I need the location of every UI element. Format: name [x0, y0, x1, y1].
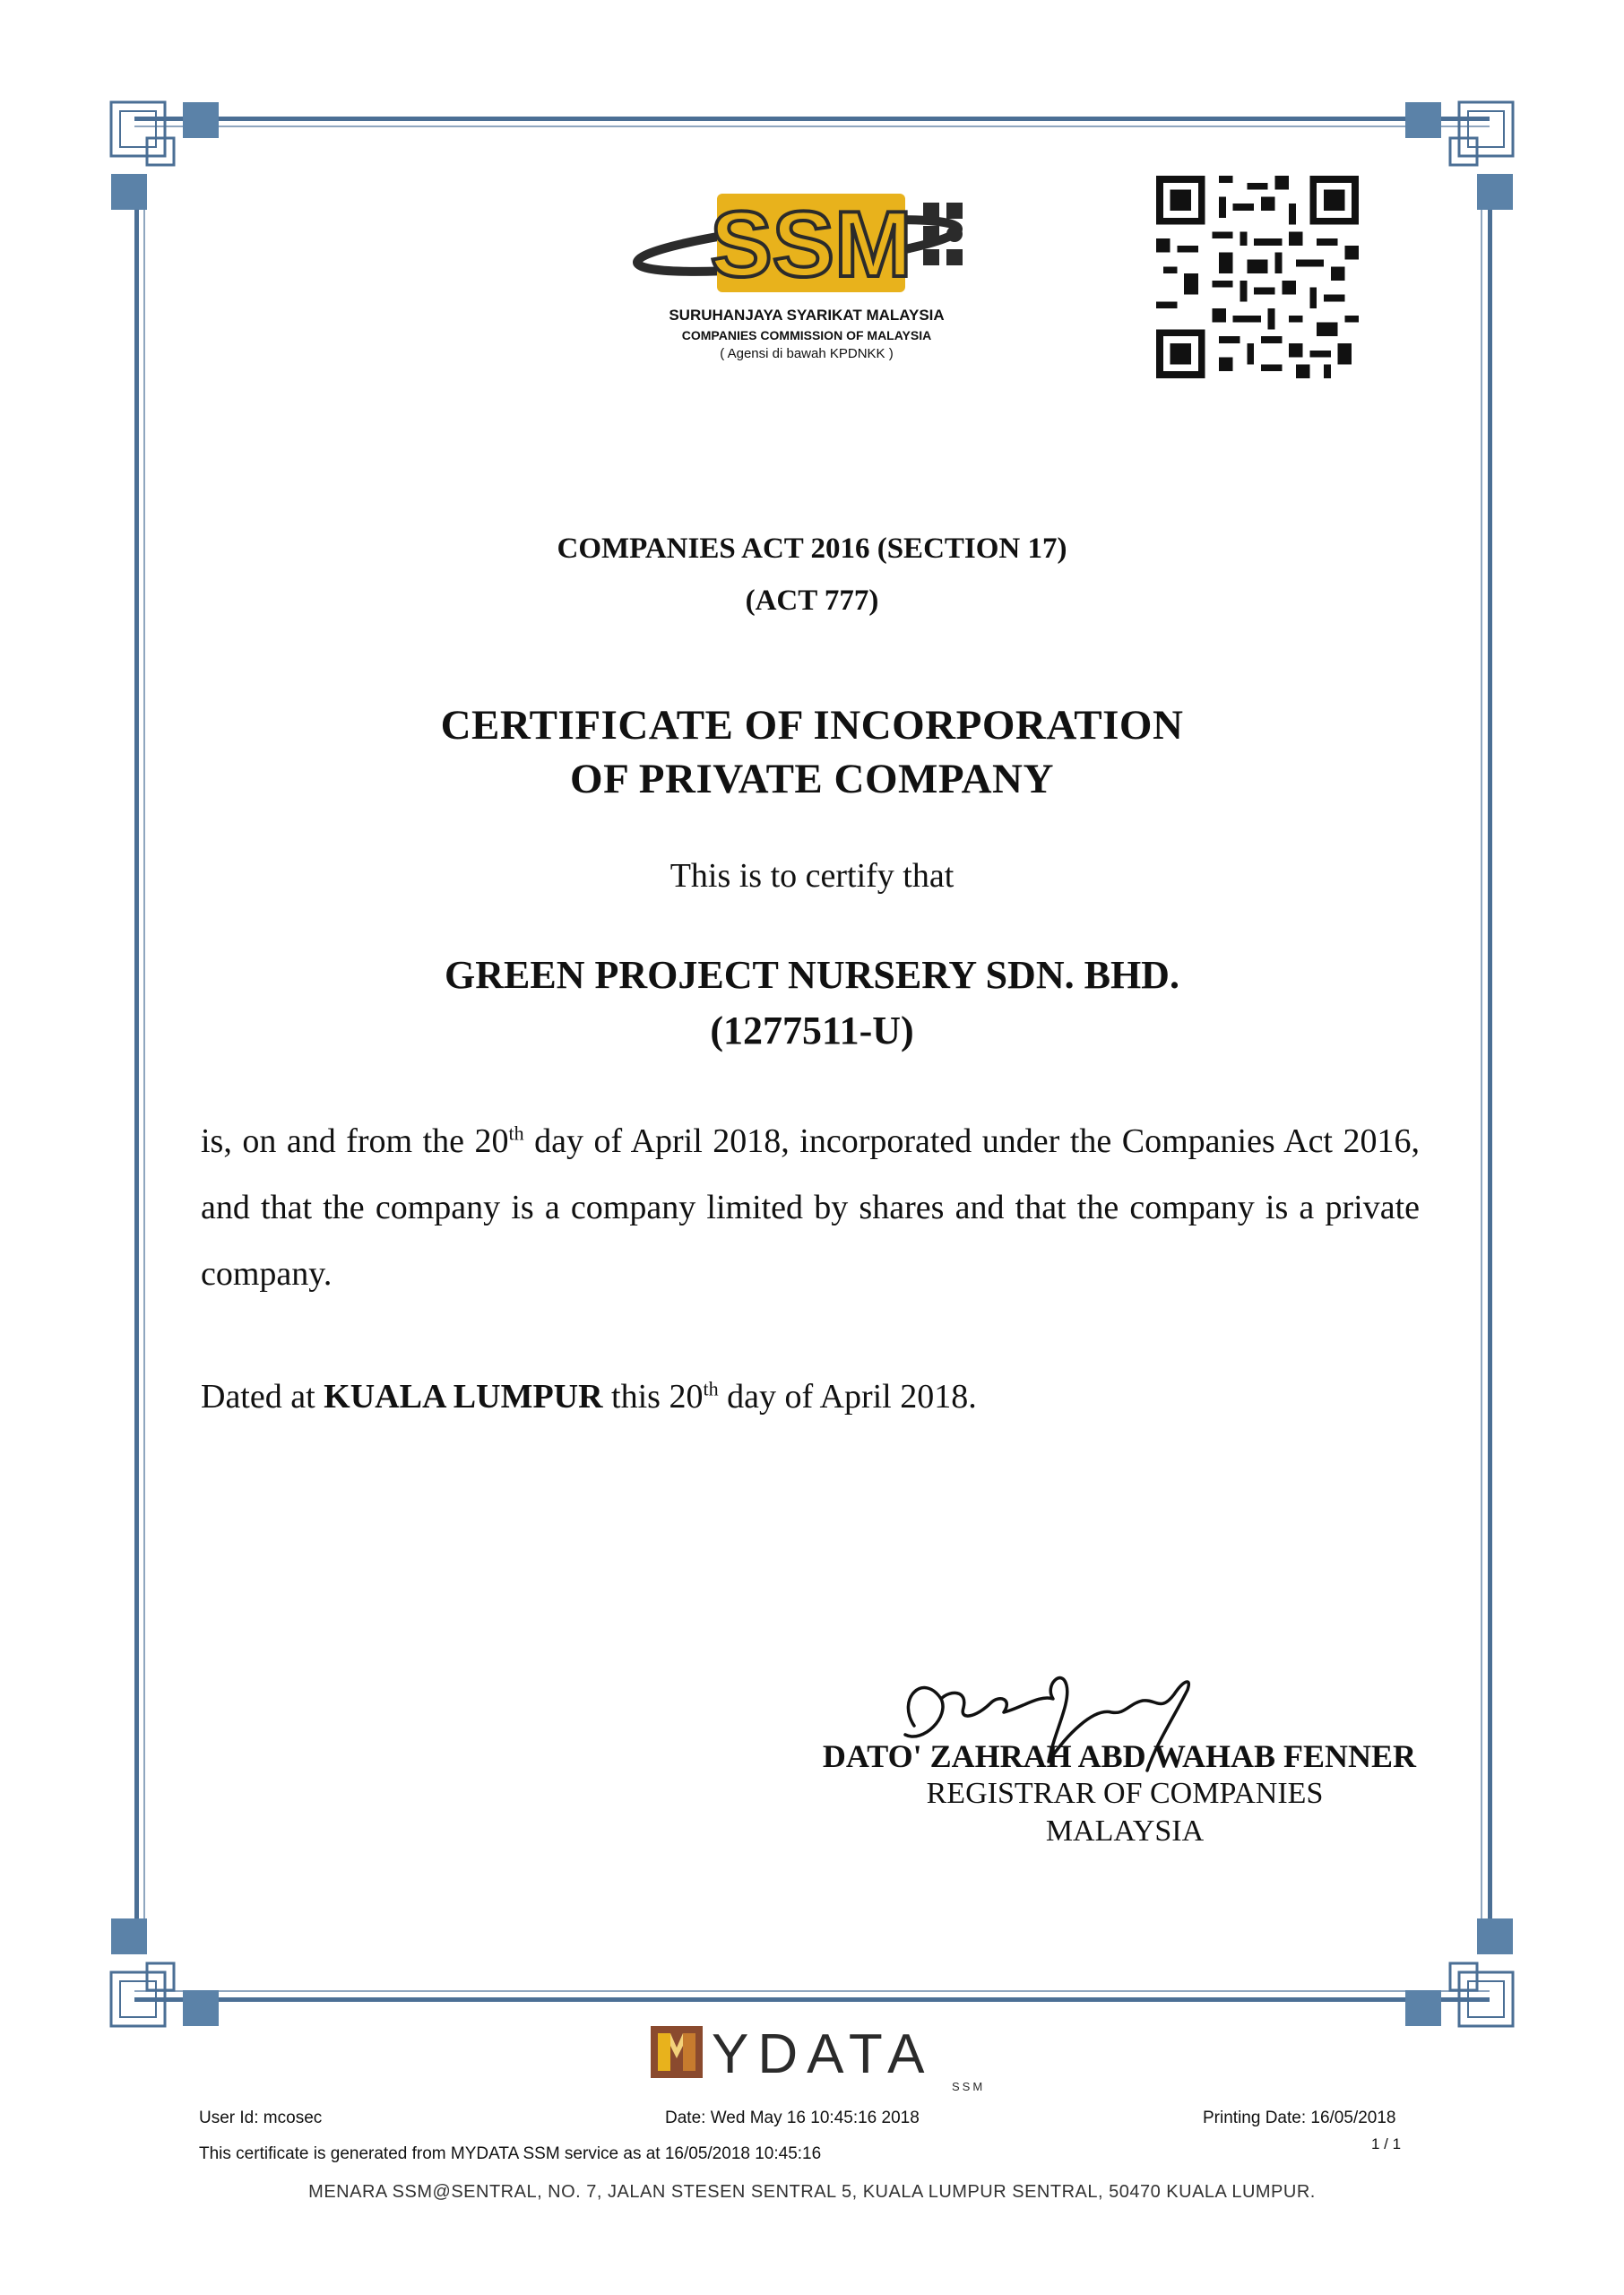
dated-line	[201, 1377, 1420, 1416]
registrar-title: REGISTRAR OF COMPANIES	[926, 1777, 1324, 1810]
mydata-logo-icon	[647, 2017, 988, 2094]
ssm-logo-icon	[627, 176, 986, 301]
act-number: (ACT 777)	[745, 585, 879, 617]
footer-page-number: 1 / 1	[1371, 2135, 1402, 2152]
footer-address: MENARA SSM@SENTRAL, NO. 7, JALAN STESEN SENTRAL 5, KUALA LUMPUR SENTRAL, 50470 KUALA LUMPUR.	[308, 2182, 1316, 2202]
dated-prefix: Dated at	[201, 1378, 324, 1416]
dated-middle: this 20	[602, 1378, 704, 1416]
frame-bottom-border	[134, 1997, 1490, 2002]
footer-generated-note: This certificate is generated from MYDATA SSM service as at 16/05/2018 10:45:16	[199, 2144, 822, 2163]
frame-right-inner-border	[1481, 179, 1482, 1936]
certificate-title-line-2: OF PRIVATE COMPANY	[570, 756, 1054, 802]
company-number: (1277511-U)	[710, 1009, 914, 1052]
dated-place: KUALA LUMPUR	[324, 1378, 603, 1416]
qr-code-icon	[1156, 176, 1359, 378]
statement-part-1: is, on and from the 20	[201, 1122, 509, 1160]
dated-ordinal-suffix: th	[703, 1377, 719, 1400]
statement-part-2: day of April 2018, incorporated under the Companies Act 2016, and that the company is a company limited by shares and that the company is a private company.	[201, 1122, 1420, 1293]
frame-right-border	[1488, 179, 1492, 1936]
frame-left-inner-border	[143, 179, 145, 1936]
act-line: COMPANIES ACT 2016 (SECTION 17)	[557, 533, 1067, 565]
incorporation-statement	[201, 1108, 1420, 1307]
certify-intro: This is to certify that	[669, 857, 955, 895]
certificate-title-line-1: CERTIFICATE OF INCORPORATION	[440, 702, 1184, 749]
corner-ornament-top-right	[1393, 97, 1518, 222]
corner-ornament-bottom-right	[1393, 1906, 1518, 2031]
footer-user-id: User Id: mcosec	[199, 2109, 323, 2127]
company-name: GREEN PROJECT NURSERY SDN. BHD.	[445, 953, 1179, 997]
footer-printing-date: Printing Date: 16/05/2018	[1203, 2109, 1396, 2127]
frame-top-inner-border	[134, 126, 1490, 127]
frame-left-border	[134, 179, 139, 1936]
registrar-country: MALAYSIA	[1045, 1814, 1205, 1848]
mydata-logo-subtext: SSM	[952, 2080, 986, 2093]
ssm-agency-note: ( Agensi di bawah KPDNKK )	[720, 346, 894, 361]
dated-suffix: day of April 2018.	[718, 1378, 977, 1416]
footer-date: Date: Wed May 16 10:45:16 2018	[665, 2109, 920, 2127]
registrar-name: DATO' ZAHRAH ABD WAHAB FENNER	[822, 1738, 1416, 1774]
mydata-logo-text: YDATA	[712, 2023, 934, 2085]
ssm-org-name-malay: SURUHANJAYA SYARIKAT MALAYSIA	[669, 307, 945, 324]
frame-bottom-inner-border	[134, 1990, 1490, 1992]
corner-ornament-top-left	[106, 97, 231, 222]
ssm-org-name-english: COMPANIES COMMISSION OF MALAYSIA	[681, 328, 932, 342]
frame-top-border	[134, 117, 1490, 121]
ssm-logo-text: SSM	[710, 193, 912, 297]
statement-ordinal-suffix: th	[508, 1122, 524, 1145]
corner-ornament-bottom-left	[106, 1906, 231, 2031]
